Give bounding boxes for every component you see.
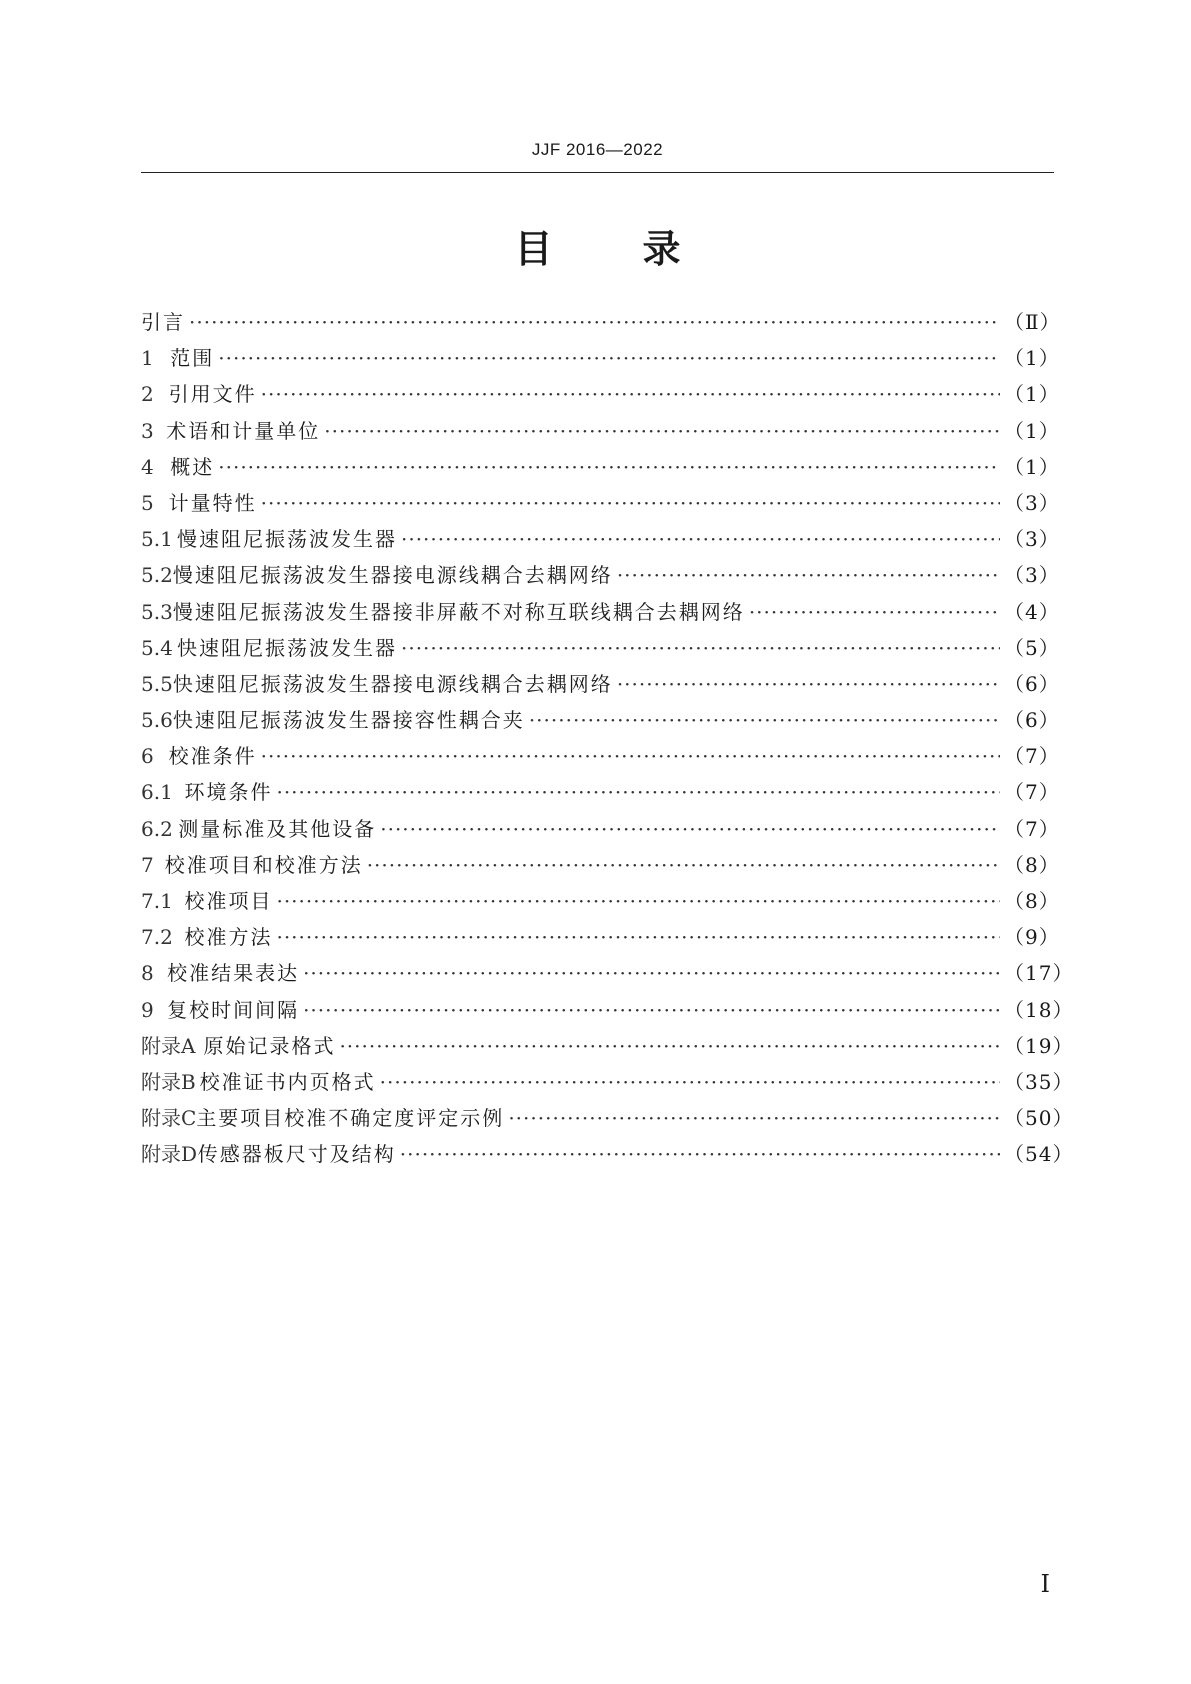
toc-leader — [276, 883, 1000, 919]
toc-entry-number: 3 — [141, 418, 154, 443]
toc-entry-page: （3） — [1004, 490, 1060, 515]
toc-leader — [324, 413, 1000, 449]
toc-entry[interactable] — [141, 485, 1060, 521]
toc-entry-label: 复校时间间隔 — [167, 997, 300, 1022]
toc-entry-label: 慢速阻尼振荡波发生器接非屏蔽不对称互联线耦合去耦网络 — [172, 599, 745, 624]
toc-entry-label: 快速阻尼振荡波发生器 — [176, 635, 397, 660]
toc-entry-page: （1） — [1004, 418, 1060, 443]
toc-entry-number: 7 — [141, 852, 154, 877]
table-of-contents — [141, 304, 1074, 1173]
toc-entry-label: 环境条件 — [184, 780, 273, 805]
toc-entry[interactable] — [141, 955, 1074, 991]
toc-leader — [380, 1064, 1000, 1100]
toc-leader — [367, 847, 1000, 883]
toc-entry-page: （50） — [1004, 1106, 1074, 1131]
toc-entry[interactable] — [141, 847, 1060, 883]
toc-entry[interactable] — [141, 413, 1060, 449]
toc-entry-page: （7） — [1004, 816, 1060, 841]
toc-entry-label: 快速阻尼振荡波发生器接容性耦合夹 — [172, 708, 525, 733]
toc-entry[interactable] — [141, 702, 1060, 738]
toc-entry-page: （1） — [1004, 382, 1060, 407]
toc-leader — [508, 1100, 1000, 1136]
header-divider — [141, 172, 1054, 173]
toc-leader — [380, 811, 1000, 847]
toc-entry[interactable] — [141, 1028, 1074, 1064]
toc-entry-label: 主要项目校准不确定度评定示例 — [196, 1106, 505, 1131]
toc-entry[interactable] — [141, 738, 1060, 774]
toc-entry-number: 附录B — [141, 1069, 196, 1094]
toc-entry-label: 引用文件 — [168, 382, 257, 407]
toc-entry-label: 快速阻尼振荡波发生器接电源线耦合去耦网络 — [172, 671, 613, 696]
toc-entry-label: 引言 — [141, 310, 185, 334]
toc-entry[interactable] — [141, 594, 1060, 630]
toc-entry-label: 慢速阻尼振荡波发生器接电源线耦合去耦网络 — [172, 563, 613, 588]
toc-entry-page: （3） — [1004, 527, 1060, 552]
toc-entry-page: （3） — [1004, 563, 1060, 588]
toc-entry[interactable] — [141, 630, 1060, 666]
page-number: Ⅰ — [1040, 1570, 1050, 1598]
toc-entry-number: 5.2 — [141, 563, 173, 588]
toc-leader — [276, 774, 1000, 810]
toc-leader — [303, 955, 1000, 991]
toc-entry-page: （17） — [1004, 961, 1074, 986]
toc-leader — [303, 992, 1000, 1028]
toc-entry[interactable] — [141, 919, 1060, 955]
toc-leader — [401, 521, 1000, 557]
toc-entry[interactable] — [141, 1136, 1074, 1172]
toc-entry-page: （5） — [1004, 635, 1060, 660]
toc-entry-number: 附录C — [141, 1106, 197, 1131]
toc-entry-number: 5 — [141, 490, 154, 515]
toc-leader — [529, 702, 1000, 738]
toc-entry-label: 校准方法 — [184, 925, 273, 950]
toc-entry-page: （54） — [1004, 1142, 1074, 1167]
toc-leader — [749, 594, 1000, 630]
toc-entry-page: （8） — [1004, 852, 1060, 877]
toc-entry-label: 校准结果表达 — [167, 961, 300, 986]
toc-entry-page: （9） — [1004, 925, 1060, 950]
toc-entry[interactable] — [141, 376, 1060, 412]
toc-leader — [261, 376, 1000, 412]
toc-entry-number: 1 — [141, 346, 154, 371]
toc-entry-number: 附录A — [141, 1033, 196, 1058]
toc-entry-number: 6 — [141, 744, 154, 769]
toc-entry-number: 5.1 — [141, 527, 173, 552]
toc-leader — [339, 1028, 1000, 1064]
toc-entry-number: 附录D — [141, 1142, 198, 1167]
toc-leader — [400, 1136, 1000, 1172]
toc-entry[interactable] — [141, 340, 1060, 376]
toc-entry[interactable] — [141, 1100, 1074, 1136]
page-title — [141, 218, 1054, 273]
toc-entry-page: （19） — [1004, 1033, 1074, 1058]
toc-entry-number: 5.5 — [141, 671, 173, 696]
toc-entry-page: （6） — [1004, 671, 1060, 696]
toc-entry-page: （4） — [1004, 599, 1060, 624]
toc-entry[interactable] — [141, 557, 1060, 593]
toc-entry-number: 2 — [141, 382, 154, 407]
toc-leader — [261, 485, 1000, 521]
toc-entry-number: 8 — [141, 961, 154, 986]
toc-entry[interactable] — [141, 883, 1060, 919]
toc-entry[interactable] — [141, 304, 1061, 340]
title-char-1: 目 — [514, 227, 553, 271]
toc-entry-label: 原始记录格式 — [203, 1033, 336, 1058]
toc-entry-page: （6） — [1004, 708, 1060, 733]
toc-entry-label: 术语和计量单位 — [166, 418, 321, 443]
toc-leader — [617, 557, 1000, 593]
toc-entry-number: 5.3 — [141, 599, 173, 624]
toc-entry-label: 概述 — [170, 454, 215, 479]
toc-entry-label: 测量标准及其他设备 — [178, 816, 377, 841]
toc-entry-label: 校准条件 — [168, 744, 257, 769]
toc-entry[interactable] — [141, 992, 1074, 1028]
toc-entry-label: 校准证书内页格式 — [199, 1069, 376, 1094]
toc-entry[interactable] — [141, 811, 1060, 847]
toc-entry-label: 范围 — [170, 346, 215, 371]
toc-entry-page: （1） — [1004, 346, 1060, 371]
toc-entry-label: 校准项目 — [184, 889, 273, 913]
toc-entry-number: 4 — [141, 454, 154, 479]
toc-entry-number: 7.2 — [141, 925, 173, 950]
toc-leader — [218, 340, 1000, 376]
toc-entry-page: （1） — [1004, 454, 1060, 479]
toc-entry-page: （8） — [1004, 889, 1060, 913]
toc-entry[interactable] — [141, 774, 1060, 810]
document-code-header: JJF 2016—2022 — [531, 140, 664, 159]
toc-entry[interactable] — [141, 666, 1060, 702]
toc-entry-number: 5.4 — [141, 635, 173, 660]
toc-entry-page: （35） — [1004, 1069, 1074, 1094]
toc-entry-page: （7） — [1004, 744, 1060, 769]
toc-entry-label: 传感器板尺寸及结构 — [197, 1142, 396, 1167]
toc-leader — [261, 738, 1000, 774]
toc-entry-number: 5.6 — [141, 708, 173, 733]
toc-entry[interactable] — [141, 521, 1060, 557]
toc-entry-page: （Ⅱ） — [1004, 310, 1061, 334]
toc-entry-number: 6.1 — [141, 780, 173, 805]
toc-entry-number: 9 — [141, 997, 154, 1022]
toc-entry-label: 慢速阻尼振荡波发生器 — [176, 527, 397, 552]
toc-entry[interactable] — [141, 1064, 1074, 1100]
toc-leader — [276, 919, 1000, 955]
toc-entry-label: 计量特性 — [168, 490, 257, 515]
toc-entry-label: 校准项目和校准方法 — [164, 852, 363, 877]
toc-leader — [401, 630, 1000, 666]
toc-leader — [218, 449, 1000, 485]
title-char-2: 录 — [642, 227, 681, 271]
toc-leader — [189, 304, 1000, 340]
toc-leader — [617, 666, 1000, 702]
toc-entry-page: （18） — [1004, 997, 1074, 1022]
toc-entry-number: 7.1 — [141, 889, 173, 913]
toc-entry[interactable] — [141, 449, 1060, 485]
toc-entry-page: （7） — [1004, 780, 1060, 805]
toc-entry-number: 6.2 — [141, 816, 173, 841]
